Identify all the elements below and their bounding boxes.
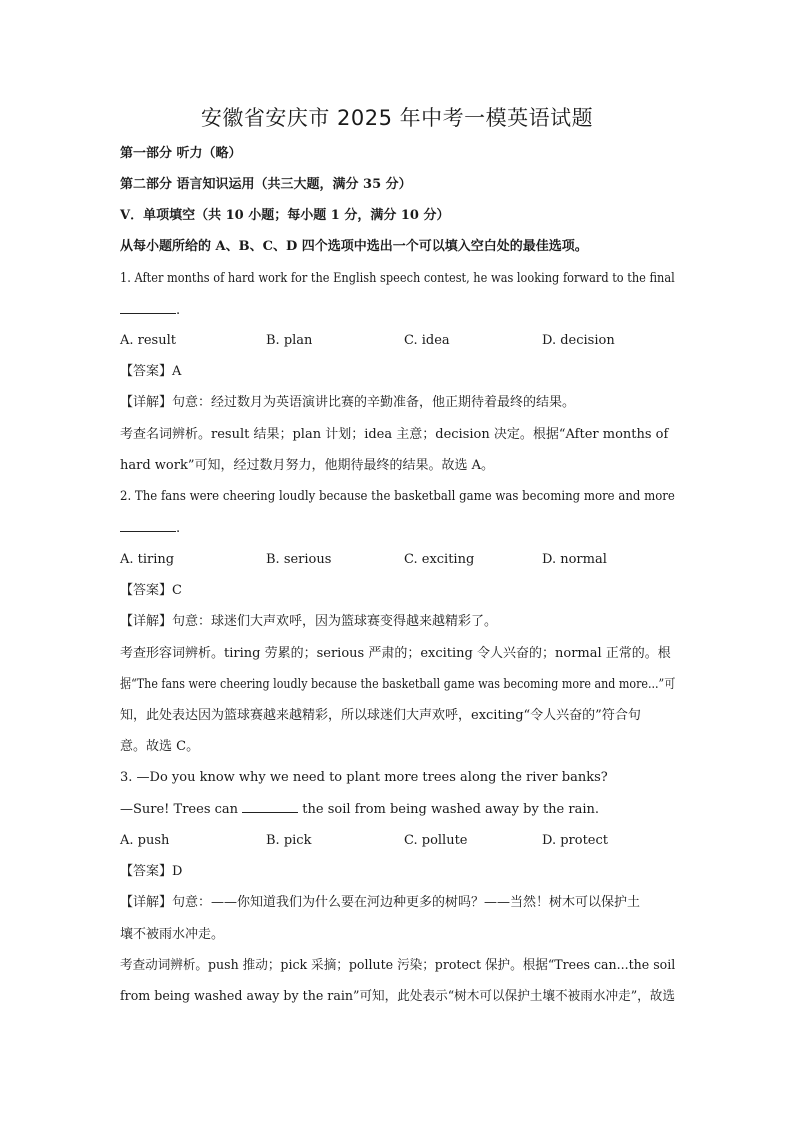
q2-stem-line1: 2. The fans were cheering loudly because the basketball game was becoming more and more [120,489,675,504]
q1-stem-line1: 1. After months of hard work for the English speech contest, he was looking forward to the final [120,271,675,286]
q1-option-a: A. result [120,333,176,348]
q3-detail-line1: 【详解】句意：——你知道我们为什么要在河边种更多的树吗？——当然！树木可以保护土 [120,895,641,910]
q1-option-d: D. decision [542,333,615,348]
page-title: 安徽省安庆市 2025 年中考一模英语试题 [200,106,594,130]
part1-heading: 第一部分 听力（略） [120,146,242,161]
q3-stem-suffix: the soil from being washed away by the rain. [298,802,600,817]
q1-stem-suffix: . [176,303,181,318]
q3-blank [242,800,298,813]
section5-heading: Ⅴ．单项填空（共 10 小题；每小题 1 分，满分 10 分） [120,208,450,223]
q3-option-d: D. protect [542,833,609,848]
q2-option-a: A. tiring [120,552,175,567]
instruction-text: 从每小题所给的 A、B、C、D 四个选项中选出一个可以填入空白处的最佳选项。 [120,239,588,254]
q3-detail-line2: 壤不被雨水冲走。 [120,927,225,942]
q3-option-a: A. push [120,833,170,848]
q2-option-b: B. serious [266,552,332,567]
q2-blank [120,519,176,532]
q1-detail: 【详解】句意：经过数月为英语演讲比赛的辛勤准备，他正期待着最终的结果。 [120,395,576,410]
q3-option-c: C. pollute [404,833,468,848]
q2-analysis-line1: 考查形容词辨析。tiring 劳累的；serious 严肃的；exciting 令人兴奋的；normal 正常的。根 [120,646,671,661]
q3-stem-line2 [120,800,675,819]
q1-answer: 【答案】A [120,364,182,379]
q1-analysis-line2: hard work”可知，经过数月努力，他期待最终的结果。故选 A。 [120,458,495,473]
q2-stem-suffix: . [176,521,181,536]
q2-analysis-line2: 据“The fans were cheering loudly because the basketball game was becoming more and more...”可 [120,677,676,692]
q2-option-c: C. exciting [404,552,475,567]
q3-answer: 【答案】D [120,864,183,879]
q2-analysis-line3: 知，此处表达因为篮球赛越来越精彩，所以球迷们大声欢呼，exciting“令人兴奋的”符合句 [120,708,641,723]
q1-option-c: C. idea [404,333,450,348]
q3-analysis-line1: 考查动词辨析。push 推动；pick 采摘；pollute 污染；protect 保护。根据“Trees can...the soil [120,958,676,973]
q2-detail: 【详解】句意：球迷们大声欢呼，因为篮球赛变得越来越精彩了。 [120,614,498,629]
q3-stem-prefix: —Sure! Trees can [120,802,239,817]
q3-analysis-line2: from being washed away by the rain”可知，此处表示“树木可以保护土壤不被雨水冲走”，故选 [120,989,675,1004]
q1-blank [120,301,176,314]
q2-option-d: D. normal [542,552,607,567]
q1-option-b: B. plan [266,333,313,348]
q2-analysis-line4: 意。故选 C。 [120,739,200,754]
q3-option-b: B. pick [266,833,312,848]
q3-stem-line1: 3. —Do you know why we need to plant more trees along the river banks? [120,770,608,785]
q1-analysis-line1: 考查名词辨析。result 结果；plan 计划；idea 主意；decision 决定。根据“After months of [120,427,669,442]
part2-heading: 第二部分 语言知识运用（共三大题，满分 35 分） [120,177,412,192]
q1-stem-line2 [120,301,675,320]
q2-answer: 【答案】C [120,583,182,598]
q2-stem-line2 [120,519,675,538]
